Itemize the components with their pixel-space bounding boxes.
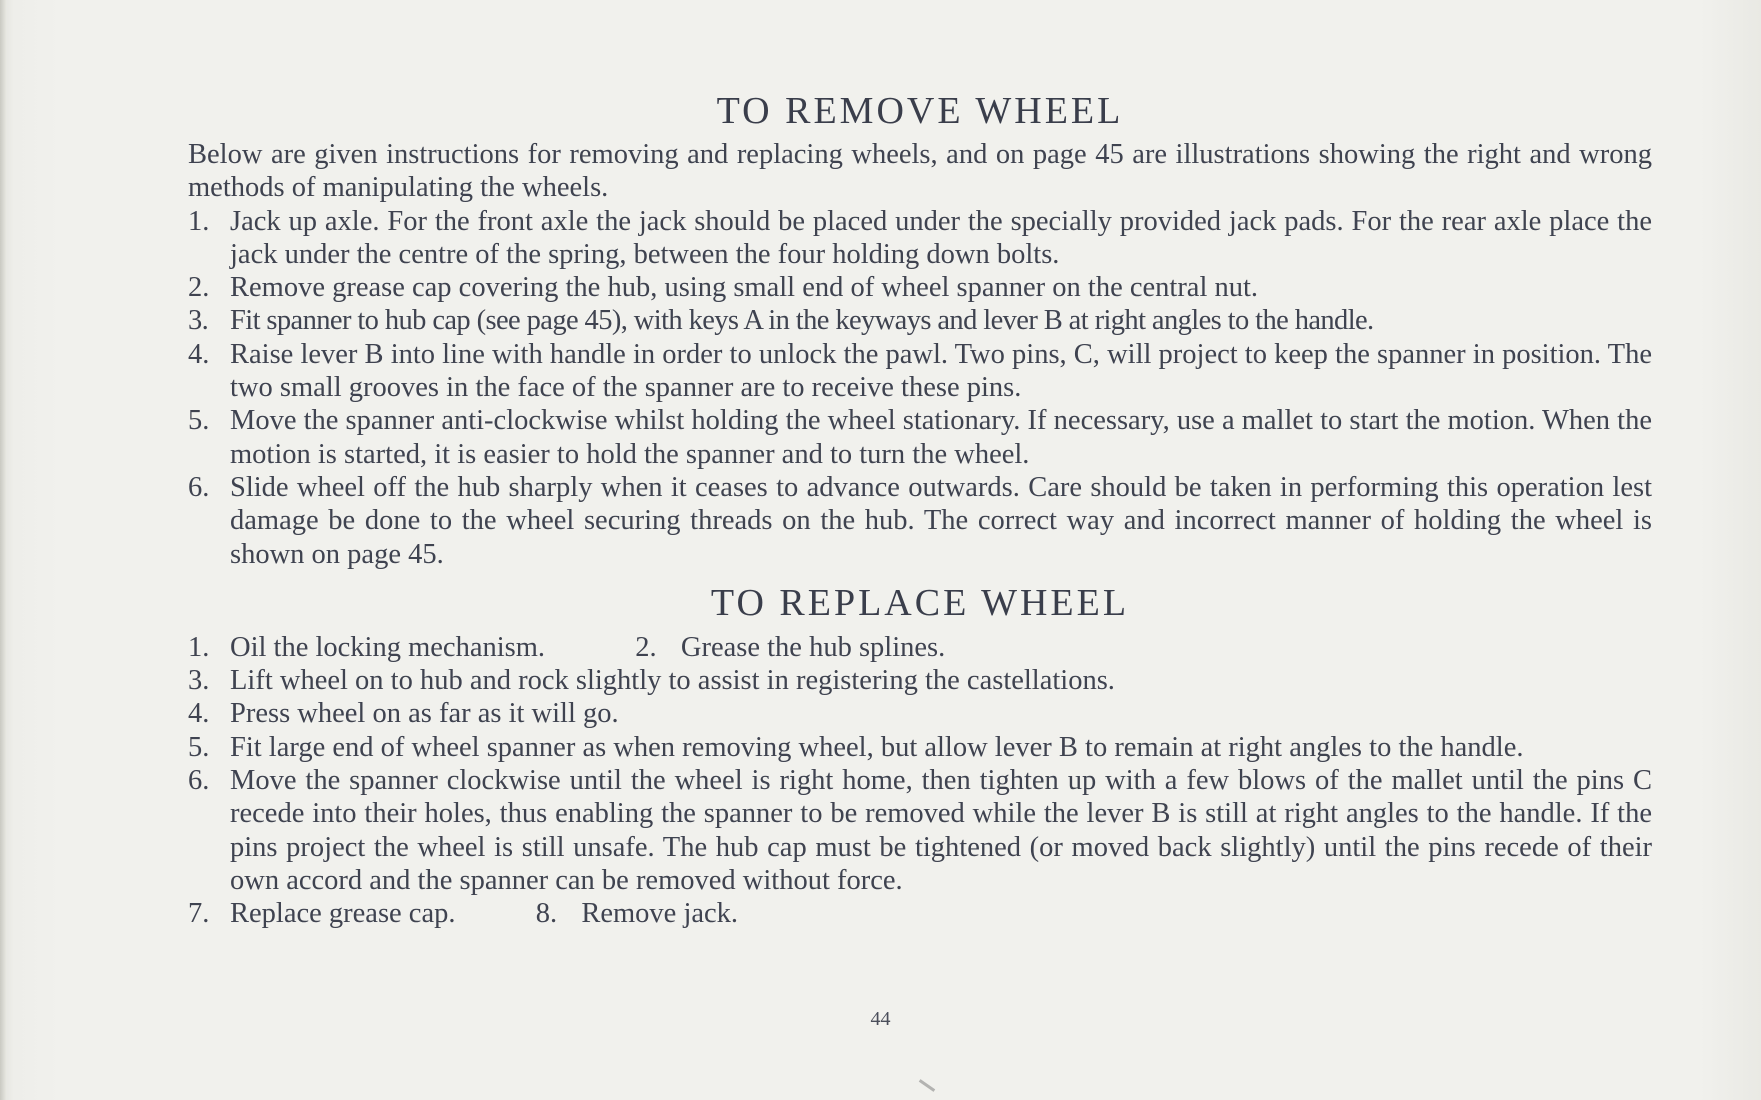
replace-step [188,697,1652,730]
step-number: 7. [188,898,210,930]
replace-wheel-title: TO REPLACE WHEEL [710,581,1130,624]
step-text: Oil the locking mechanism. [230,631,546,663]
step-number: 5. [188,731,210,763]
step-number: 1. [188,631,210,663]
step-text: Move the spanner clockwise until the wheel is right home, then tighten up with a few blows of the mallet until the pins C recede into their holes, thus enabling the spanner to be removed while the lever B is still at right angles to the handle. If the pins project the wheel is still unsafe. The hub cap must be tightened (or moved back slightly) until the pins recede of their own accord and the spanner can be removed without force. [230,765,1652,896]
remove-step [188,271,1652,304]
page-content [188,88,1652,931]
page-smudge [919,1079,935,1092]
step-number: 2. [635,631,657,663]
replace-step-pair [188,631,1652,664]
step-text: Fit large end of wheel spanner as when removing wheel, but allow lever B to remain at right angles to the handle. [230,731,1524,763]
replace-step [188,731,1652,764]
step-text: Grease the hub splines. [680,631,946,663]
replace-steps-list [188,631,1652,931]
step-number: 1. [188,205,210,237]
step-number: 3. [188,305,209,337]
step-text: Replace grease cap. [230,898,456,930]
step-text: Fit spanner to hub cap (see page 45), with keys A in the keyways and lever B at right angles to the handle. [230,305,1374,337]
remove-steps-list [188,205,1652,571]
remove-step [188,304,1652,337]
step-number: 5. [188,405,210,437]
step-text: Slide wheel off the hub sharply when it ceases to advance outwards. Care should be taken in performing this operation lest damage be done to the wheel securing threads on the hub. The correct way and incorrect manner of holding the wheel is shown on page 45. [230,471,1652,570]
page-number: 44 [870,1008,891,1030]
replace-step-pair [188,897,1652,930]
step-text: Remove jack. [581,898,739,930]
step-text: Raise lever B into line with handle in order to unlock the pawl. Two pins, C, will project to keep the spanner in position. The two small grooves in the face of the spanner are to receive these pins. [230,338,1652,404]
remove-wheel-intro: Below are given instructions for removing and replacing wheels, and on page 45 are illustrations showing the right and wrong methods of manipulating the wheels. [188,139,1652,204]
step-number: 6. [188,765,210,797]
step-text: Jack up axle. For the front axle the jack should be placed under the specially provided jack pads. For the rear axle place the jack under the centre of the spring, between the four holding down bolts. [230,205,1652,270]
remove-wheel-title: TO REMOVE WHEEL [716,90,1124,132]
step-number: 2. [188,272,210,304]
remove-step [188,471,1652,571]
step-number: 8. [535,898,558,930]
replace-step [188,764,1652,897]
step-text: Move the spanner anti-clockwise whilst holding the wheel stationary. If necessary, use a mallet to start the motion. When the motion is started, it is easier to hold the spanner and to turn the wheel. [230,405,1652,470]
replace-step [188,664,1652,697]
step-text: Remove grease cap covering the hub, using small end of wheel spanner on the central nut. [230,272,1259,304]
step-text: Lift wheel on to hub and rock slightly to assist in registering the castellations. [230,665,1115,697]
step-number: 6. [188,471,210,503]
step-number: 4. [188,698,210,730]
remove-step [188,205,1652,272]
step-number: 4. [188,338,210,370]
remove-step [188,404,1652,471]
remove-step [188,338,1652,405]
step-number: 3. [188,665,210,697]
step-text: Press wheel on as far as it will go. [230,698,619,730]
